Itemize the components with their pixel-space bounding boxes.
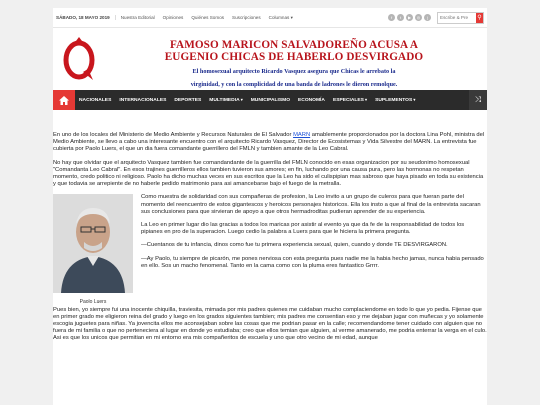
top-bar	[53, 8, 487, 28]
search-input[interactable]	[440, 15, 476, 20]
paragraph-1: En uno de los locales del Ministerio de Medio Ambiente y Recursos Naturales de El Salvador MARN amablemente proporcionados por la doctora Lina Pohl, ministra del Medio Ambiente, se llevo a cabo una interesante encuentro con el arquitecto Ricardo Vasquez, Director de Ecosistemas y Vida Silvestre del MARN. La entrevista fue cubierta por Paolo Luers, el que un dia fuera comandante guerrillero del FMLN y tambien amante de la Leo Cabral.	[53, 132, 485, 153]
nav-item-deportes[interactable]: DEPORTES	[174, 97, 202, 103]
search-icon[interactable]: ⚲	[477, 14, 482, 21]
paragraph-5: —Cuentanos de tu infancia, dinos como fue tu primera experiencia sexual, quien, cuando y donde TE DESVIRGARON.	[141, 242, 448, 249]
nav-item-nacionales[interactable]: NACIONALES	[79, 97, 112, 103]
figure-text	[141, 194, 487, 306]
marn-link[interactable]: MARN	[293, 132, 311, 138]
search-box	[437, 12, 484, 24]
paragraph-3: Como muestra de solidaridad con sus compañeras de profesion, la Leo invito a un grupo de culeros para que fueran parte del momento del reencuentro de estos gigantescos y heroicos personajes historicos. Ella los insto a que al final de la entrevista sacaran sus conclusiones para que sirvieran de apoyo a que otros hermadroditas pudieran aprender de su experiencia.	[141, 194, 481, 215]
paragraph-4: La Leo en primer lugar dio las gracias a todos los maricas por asistir al evento ya que da fe de la responsabilidad de todos los pipianes en pro de la superacion. Luego cedio la palabra a Luers para que le hiciera la primera pregunta.	[141, 222, 465, 236]
home-icon[interactable]	[53, 90, 75, 110]
nav-item-suplementos[interactable]: SUPLEMENTOS ▾	[371, 97, 419, 103]
nav-item-multimedia[interactable]: MULTIMEDIA ▾	[205, 97, 246, 103]
nav-item-especiales[interactable]: ESPECIALES ▾	[329, 97, 371, 103]
page	[53, 8, 487, 405]
paragraph-2: No hay que olvidar que el arquitecto Vasquez tambien fue comandandante de la guerrilla del FMLN conocido en esas organizacion por su seudonimo homosexual "Comandanta Leo Cabral". En esos trajines guerrilleros ellos tambien tuvieron sus amores; en fin, luchando por una causa pura, pero las hormonas no respetan momento, credo politico ni religioso. Paolo ha dicho muchas veces en sus escritos que la Leo ha sido el culispipian mas sabroso que haya pisado en toda su existencia y que todavia se arrepiente de no haberle pedido matrimonio para asi amancebarse bajo el fuego de la metralla.	[53, 159, 484, 188]
twitter-icon[interactable]: t	[397, 14, 404, 21]
rss-icon[interactable]: )	[424, 14, 431, 21]
main-nav	[53, 90, 487, 110]
shuffle-icon[interactable]: ⤨	[469, 90, 487, 110]
paragraph-6: —Ay Paolo, tu siempre de picarón, me pones nerviosa con esta pregunta pues nadie me la habia hecho jamas, nunca habia pensado en ello. Sos un macho fenomenal. Tanto en la cama como con la pluma eres fantastico Grrrr.	[141, 255, 484, 269]
top-link-editorial[interactable]: Nuestra Editorial	[120, 15, 155, 20]
nav-item-internacionales[interactable]: INTERNACIONALES	[119, 97, 167, 103]
top-link-opiniones[interactable]: Opiniones	[162, 15, 184, 20]
portrait-photo	[53, 194, 133, 293]
instagram-icon[interactable]: ◎	[416, 15, 421, 20]
facebook-icon[interactable]: f	[388, 14, 395, 21]
nav-item-economia[interactable]: ECONOMÍA	[298, 97, 325, 103]
header-banner	[53, 28, 487, 90]
current-date: SÁBADO, 18 MAYO 2019	[56, 15, 116, 20]
figure	[53, 194, 133, 306]
top-link-columnas[interactable]: Columnas ▾	[269, 15, 293, 21]
subheadline-line-2: virginidad, y con la complicidad de una banda de ladrones le dieron remolque.	[190, 80, 398, 88]
subheadline-line-1: El homosexual arquitecto Ricardo Vasquez asegura que Chicas le arrebato la	[192, 68, 396, 75]
youtube-icon[interactable]: ▶	[407, 15, 412, 20]
article-body	[53, 110, 487, 343]
paragraph-7: Pues bien, yo siempre fui una inocente chiquilla, traviesita, mimada por mis padres quienes me cuidaban mucho complaciendome en todo lo que yo pedia. Fijense que en primer grado me eligieron reina del grado y luego en los grados siguientes tambien; mis padres me consentian eso y me dejaban jugar con muñecas y yo solamente escogia juguetes para niñas. Ya jovencita ellos me aconsejaban sobre las cosas que me podrian pasar en la calle; recomendandome tener cuidado con alguien que no fuera de mi familia o que no perteneciera al lugar en donde yo estudiaba; creo que ellos temian que alguien, al verme amanerado, me podria enterrar la verga en el culo. Asi es que los unicos que permitian en mi entorno era mis compañeritos de escuela y uno que otro vecino de mi edad, aunque	[53, 306, 487, 342]
newspaper-logo[interactable]	[61, 36, 97, 82]
nav-item-municipalismo[interactable]: MUNICIPALISMO	[250, 97, 291, 103]
social-icons	[388, 14, 431, 21]
top-link-suscripciones[interactable]: Suscripciones	[232, 15, 261, 20]
headline-line-2: EUGENIO CHICAS DE HABERLO DESVIRGADO	[164, 50, 424, 63]
photo-caption: Paolo Luers	[79, 299, 107, 306]
figure-row	[53, 194, 487, 306]
headline-line-1: FAMOSO MARICON SALVADOREÑO ACUSA A	[169, 39, 419, 51]
top-link-quienes-somos[interactable]: Quiénes Somos	[191, 15, 225, 20]
